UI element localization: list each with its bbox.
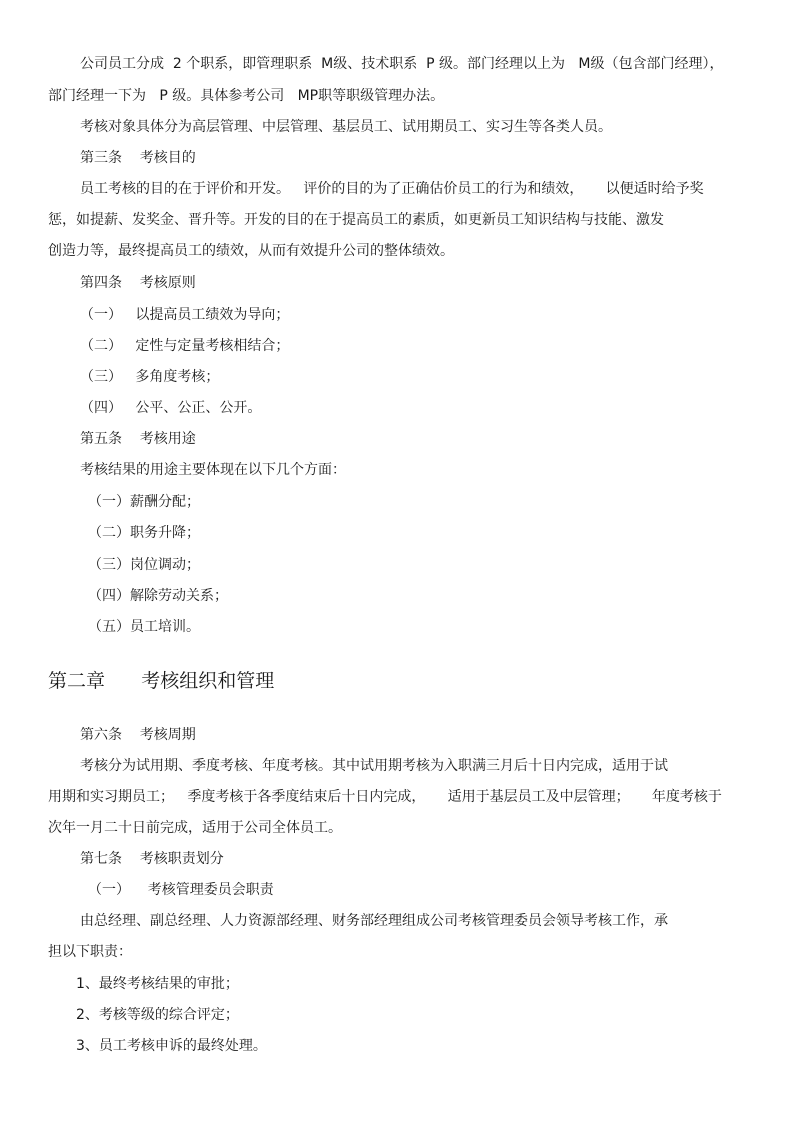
article-3-title: 第三条 考核目的 — [80, 150, 196, 166]
article-7-item: 2、考核等级的综合评定； — [76, 1007, 239, 1023]
article-6-line-1: 考核分为试用期、季度考核、年度考核。其中试用期考核为入职满三月后十日内完成，适用于试 — [80, 758, 668, 774]
intro-paragraph-line-2: 部门经理一下为 P 级。具体参考公司 MP职等职级管理办法。 — [48, 88, 445, 104]
assessment-targets-paragraph: 考核对象具体分为高层管理、中层管理、基层员工、试用期员工、实习生等各类人员。 — [80, 119, 612, 135]
article-3-line-1: 员工考核的目的在于评价和开发。 评价的目的为了正确估价员工的行为和绩效， 以便适时给予奖 — [80, 181, 704, 197]
article-7-item: 1、最终考核结果的审批； — [76, 976, 239, 992]
article-5-item: （五）员工培训。 — [88, 619, 200, 635]
article-7-line-1: 由总经理、副总经理、人力资源部经理、财务部经理组成公司考核管理委员会领导考核工作，承 — [80, 913, 668, 929]
article-5-item: （二）职务升降； — [88, 525, 200, 541]
article-7-item: 3、员工考核申诉的最终处理。 — [76, 1038, 267, 1054]
article-5-item: （四）解除劳动关系； — [88, 588, 228, 604]
chapter-2-heading: 第二章 考核组织和管理 — [48, 670, 275, 692]
article-7-subsection-1: （一） 考核管理委员会职责 — [88, 882, 274, 898]
article-6-line-2: 用期和实习期员工； 季度考核于各季度结束后十日内完成， 适用于基层员工及中层管理； 年度考核于 — [48, 789, 722, 805]
article-5-title: 第五条 考核用途 — [80, 431, 196, 447]
article-4-item: （四） 公平、公正、公开。 — [80, 400, 262, 416]
article-4-title: 第四条 考核原则 — [80, 275, 196, 291]
article-5-intro: 考核结果的用途主要体现在以下几个方面： — [80, 462, 346, 478]
intro-paragraph-line-1: 公司员工分成 2 个职系，即管理职系 M级、技术职系 P 级。部门经理以上为 M级（包含部门经理）， — [80, 56, 724, 72]
article-7-line-2: 担以下职责： — [48, 944, 132, 960]
article-4-item: （二） 定性与定量考核相结合； — [80, 338, 290, 354]
article-4-item: （三） 多角度考核； — [80, 369, 220, 385]
article-5-item: （三）岗位调动； — [88, 557, 200, 573]
article-3-line-2: 惩，如提薪、发奖金、晋升等。开发的目的在于提高员工的素质，如更新员工知识结构与技能、激发 — [48, 212, 664, 228]
article-5-item: （一）薪酬分配； — [88, 494, 200, 510]
article-3-line-3: 创造力等，最终提高员工的绩效，从而有效提升公司的整体绩效。 — [48, 243, 454, 259]
article-7-title: 第七条 考核职责划分 — [80, 851, 224, 867]
article-6-title: 第六条 考核周期 — [80, 727, 196, 743]
article-4-item: （一） 以提高员工绩效为导向； — [80, 307, 290, 323]
article-6-line-3: 次年一月二十日前完成，适用于公司全体员工。 — [48, 820, 342, 836]
